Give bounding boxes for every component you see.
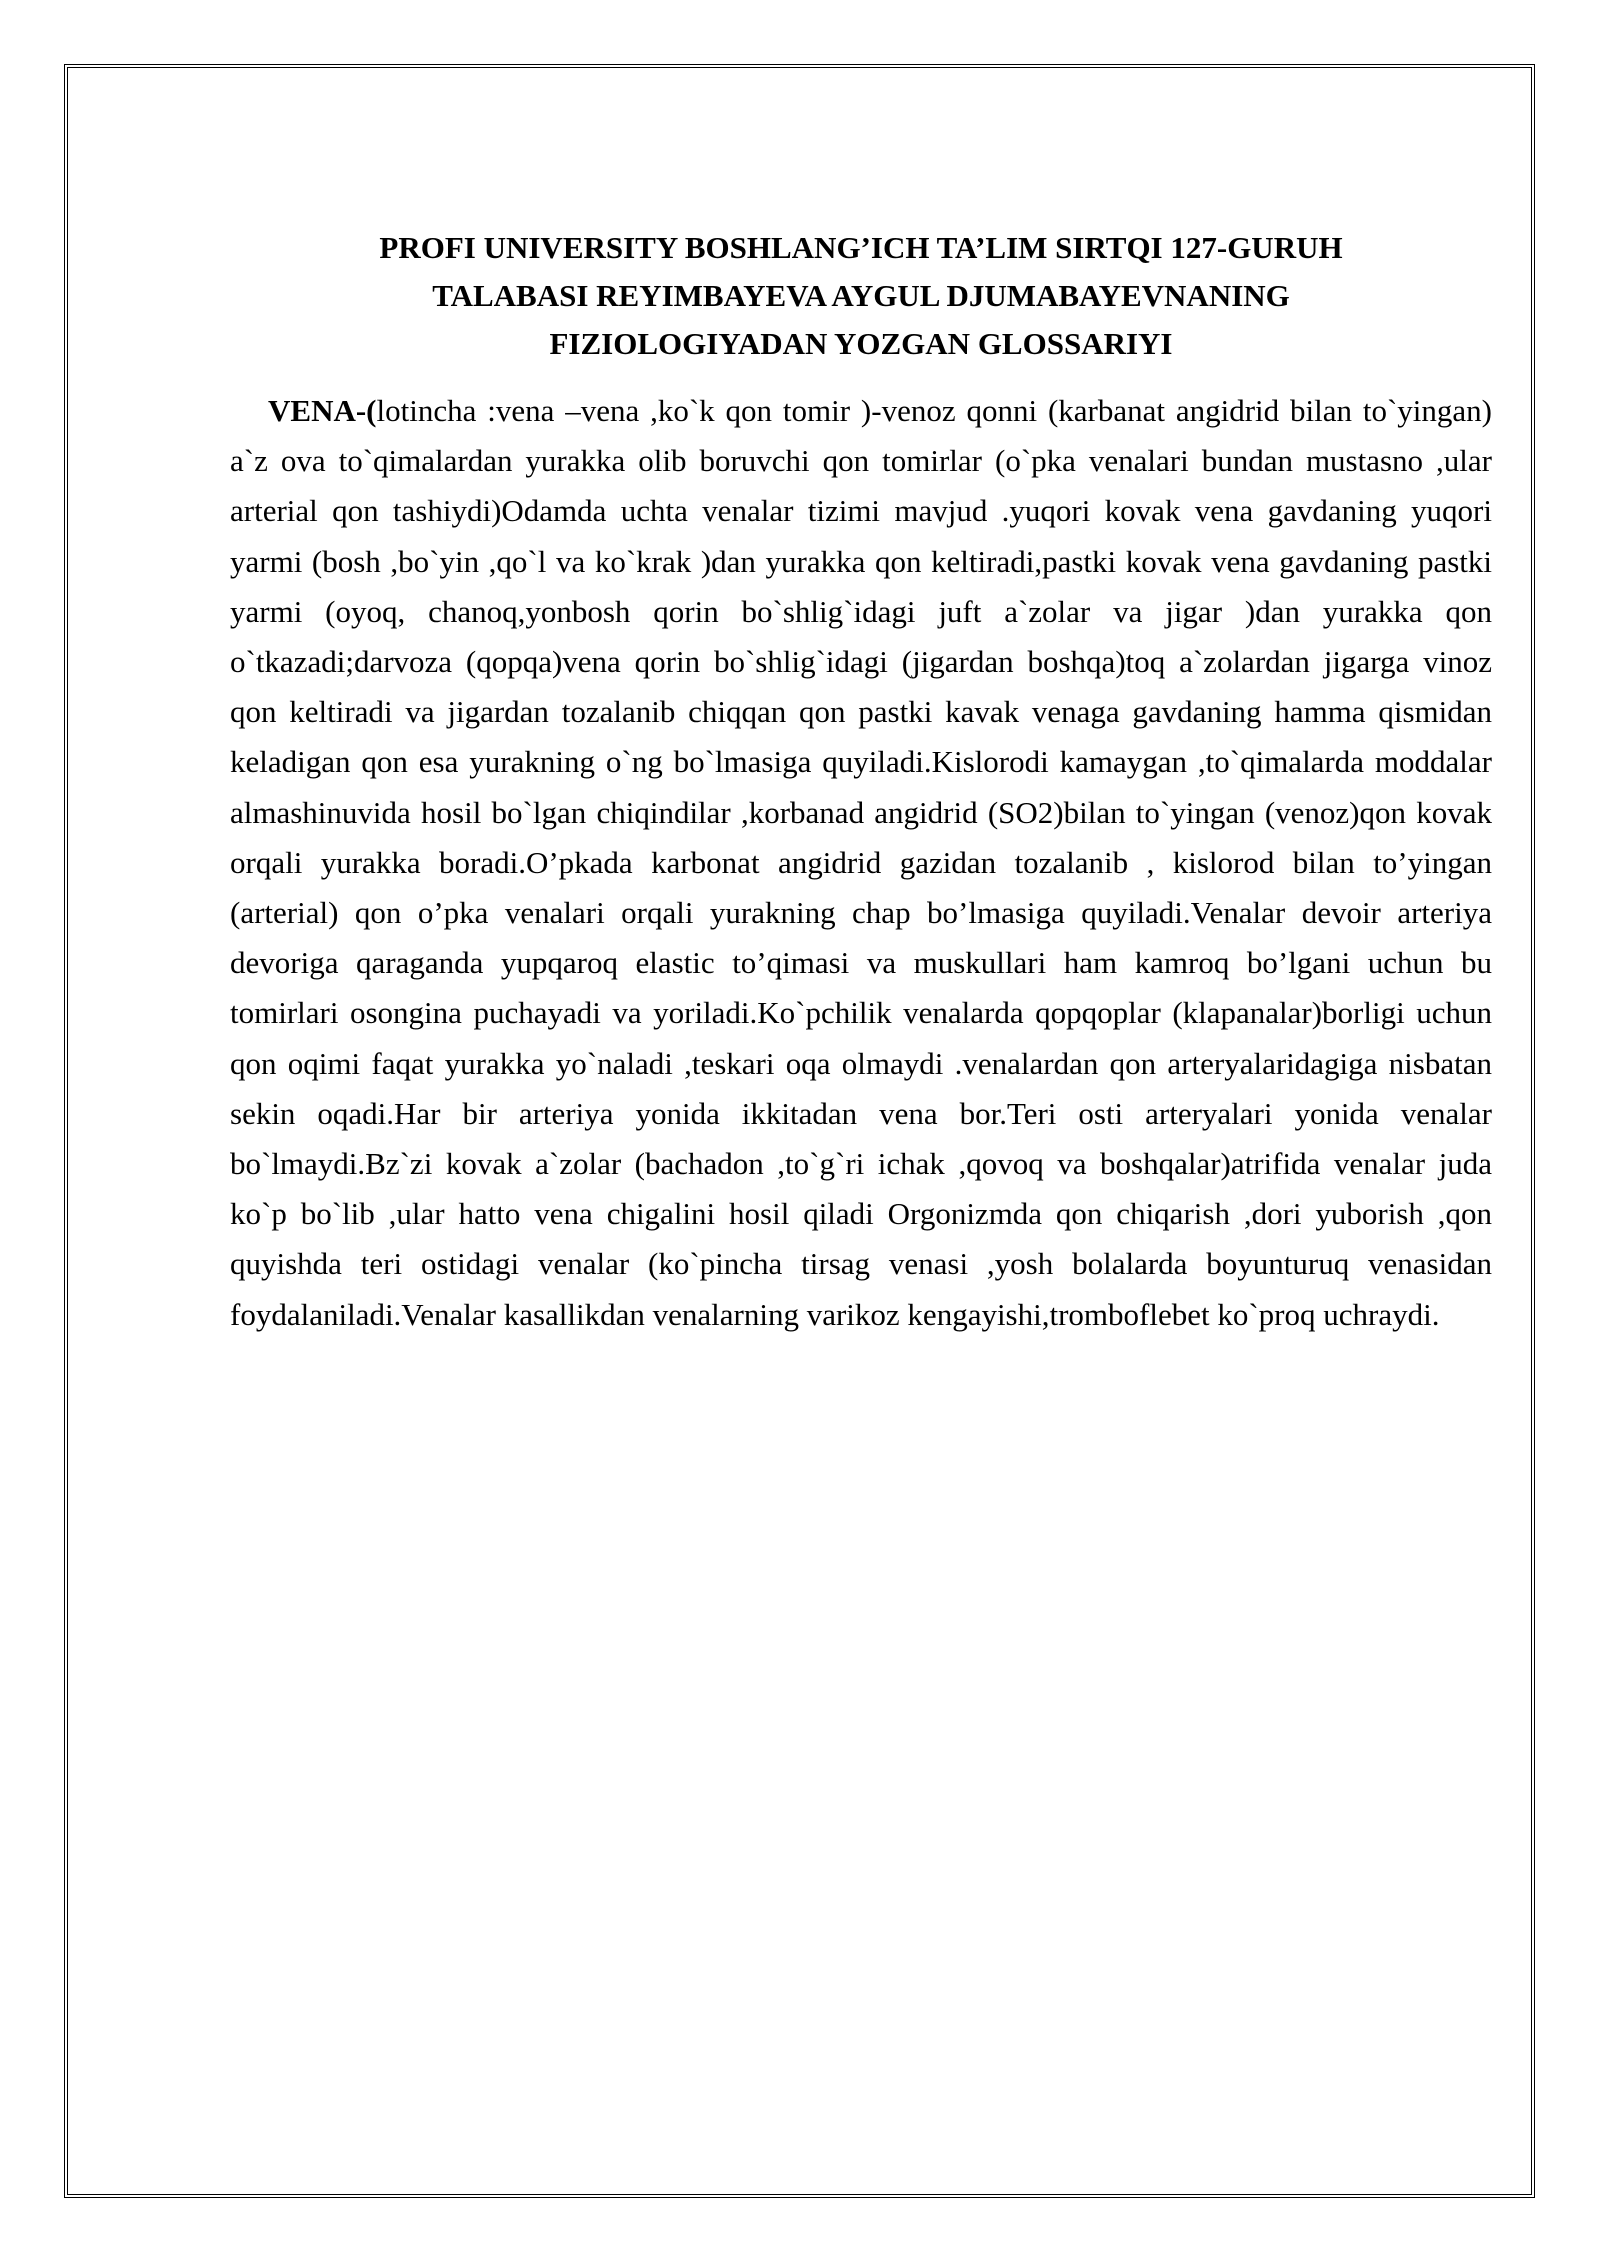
title-line-3: FIZIOLOGIYADAN YOZGAN GLOSSARIYI: [549, 326, 1173, 361]
title-line-2: TALABASI REYIMBAYEVA AYGUL DJUMABAYEVNANING: [432, 278, 1290, 313]
glossary-definition: lotincha :vena –vena ,ko`k qon tomir )-venoz qonni (karbanat angidrid bilan to`yingan) a`z ova to`qimalardan yurakka olib boruvchi qon tomirlar (o`pka venalari bundan mustasno ,ular arterial qon tashiydi)Odamda uchta venalar tizimi mavjud .yuqori kovak vena gavdaning yuqori yarmi (bosh ,bo`yin ,qo`l va ko`krak )dan yurakka qon keltiradi,pastki kovak vena gavdaning pastki yarmi (oyoq, chanoq,yonbosh qorin bo`shlig`idagi juft a`zolar va jigar )dan yurakka qon o`tkazadi;darvoza (qopqa)vena qorin bo`shlig`idagi (jigardan boshqa)toq a`zolardan jigarga vinoz qon keltiradi va jigardan tozalanib chiqqan qon pastki kavak venaga gavdaning hamma qismidan keladigan qon esa yurakning o`ng bo`lmasiga quyiladi.Kislorodi kamaygan ,to`qimalarda moddalar almashinuvida hosil bo`lgan chiqindilar ,korbanad angidrid (SO2)bilan to`yingan (venoz)qon kovak orqali yurakka boradi.O’pkada karbonat angidrid gazidan tozalanib , kislorod bilan to’yingan (arterial) qon o’pka venalari orqali yurakning chap bo’lmasiga quyiladi.Venalar devoir arteriya devoriga qaraganda yupqaroq elastic to’qimasi va muskullari ham kamroq bo’lgani uchun bu tomirlari osongina puchayadi va yoriladi.Ko`pchilik venalarda qopqoplar (klapanalar)borligi uchun qon oqimi faqat yurakka yo`naladi ,teskari oqa olmaydi .venalardan qon arteryalaridagiga nisbatan sekin oqadi.Har bir arteriya yonida ikkitadan vena bor.Teri osti arteryalari yonida venalar bo`lmaydi.Bz`zi kovak a`zolar (bachadon ,to`g`ri ichak ,qovoq va boshqalar)atrifida venalar juda ko`p bo`lib ,ular hatto vena chigalini hosil qiladi Orgonizmda qon chiqarish ,dori yuborish ,qon quyishda teri ostidagi venalar (ko`pincha tirsag venasi ,yosh bolalarda boyunturuq venasidan foydalaniladi.Venalar kasallikdan venalarning varikoz kengayishi,tromboflebet ko`proq uchraydi.: [230, 393, 1492, 1332]
glossary-entry: [230, 386, 1492, 1340]
document-title: [230, 224, 1492, 368]
title-line-1: PROFI UNIVERSITY BOSHLANG’ICH TA’LIM SIRTQI 127-GURUH: [379, 230, 1343, 265]
document-content: [230, 224, 1492, 1340]
glossary-term: VENA-(: [268, 393, 377, 428]
